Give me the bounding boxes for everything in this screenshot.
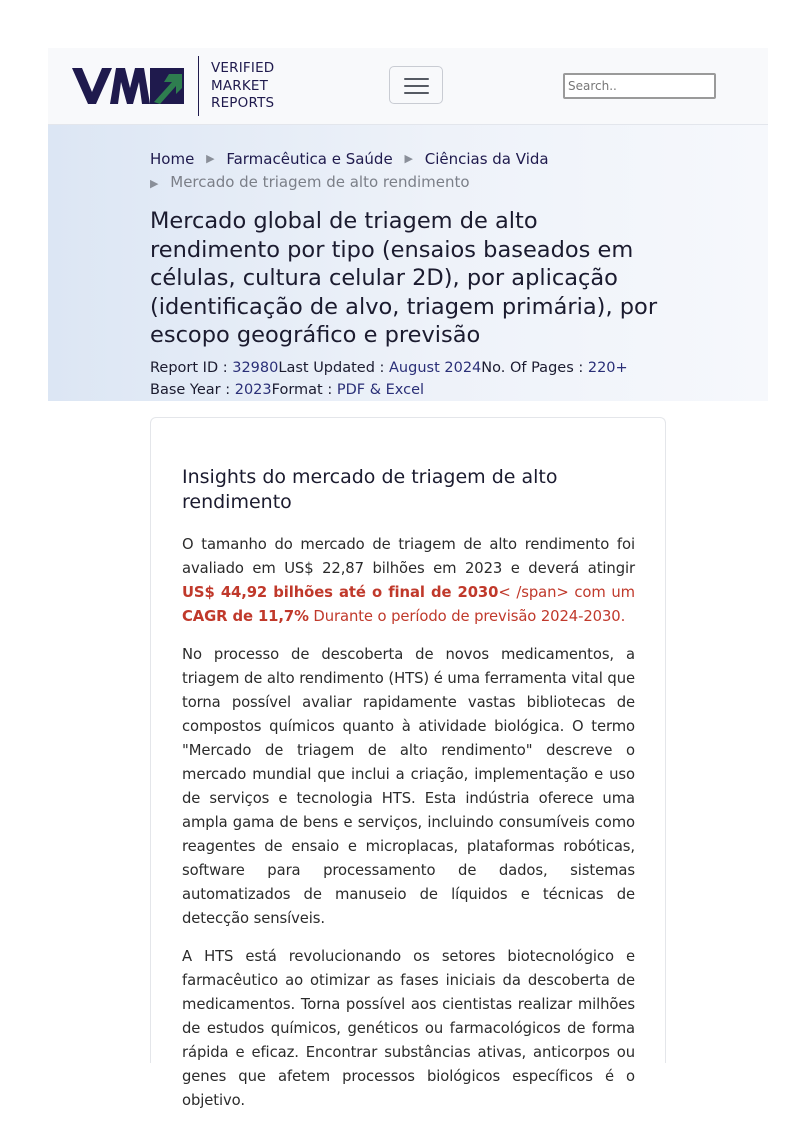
- brand-logo[interactable]: [72, 56, 282, 116]
- market-value-highlight: US$ 44,92 bilhões até o final de 2030: [182, 584, 499, 601]
- brand-name-line: MARKET: [211, 77, 269, 94]
- chevron-right-icon: ▶: [150, 177, 159, 190]
- pages-label: No. Of Pages :: [481, 360, 588, 376]
- cagr-highlight: CAGR de 11,7%: [182, 608, 309, 625]
- brand-name-line: VERIFIED: [211, 60, 275, 76]
- menu-toggle-button[interactable]: [389, 66, 443, 104]
- format-value: PDF & Excel: [336, 382, 425, 398]
- navbar: [48, 48, 768, 125]
- chevron-right-icon: ▶: [206, 152, 215, 165]
- last-updated-label: Last Updated :: [278, 360, 390, 376]
- breadcrumb-pharma[interactable]: Farmacêutica e Saúde: [226, 149, 393, 168]
- insights-paragraph: [182, 533, 635, 629]
- insights-paragraph: A HTS está revolucionando os setores biotecnológico e farmacêutico ao otimizar as fases iniciais da descoberta de medicamentos. Torna possível aos cientistas realizar milhões de estudos químicos, genéticos ou farmacológicos de forma rápida e eficaz. Encontrar substâncias ativas, anticorpos ou genes que afetem processos biológicos específicos é o objetivo.: [182, 948, 635, 1109]
- last-updated-value: August 2024: [389, 360, 482, 376]
- insights-paragraph: No processo de descoberta de novos medicamentos, a triagem de alto rendimento (HTS) é uma ferramenta vital que torna possível avaliar rapidamente vastas bibliotecas de compostos químicos quanto à atividade biológica. O termo "Mercado de triagem de alto rendimento" descreve o mercado mundial que inclui a criação, implementação e uso de serviços e tecnologia HTS. Esta indústria oferece uma ampla gama de bens e serviços, incluindo consumíveis como reagentes de ensaio e microplacas, plataformas robóticas, software para processamento de dados, sistemas automatizados de manuseio de líquidos e técnicas de detecção sensíveis.: [182, 646, 635, 927]
- base-year-value: 2023: [234, 382, 272, 398]
- paragraph-text: < /span> com um: [498, 584, 635, 601]
- breadcrumb-current: Mercado de triagem de alto rendimento: [170, 173, 470, 191]
- brand-name: [211, 60, 274, 113]
- report-meta: [150, 357, 710, 401]
- page-title: Mercado global de triagem de alto rendimento por tipo (ensaios baseados em células, cultura celular 2D), por aplicação (identificação de alvo, triagem primária), por escopo geográfico e previsão: [150, 208, 658, 348]
- brand-name-line: REPORTS: [211, 95, 275, 111]
- chevron-right-icon: ▶: [404, 152, 413, 165]
- paragraph-text: Durante o período de previsão 2024-2030.: [308, 608, 626, 625]
- format-label: Format :: [271, 382, 337, 398]
- paragraph-text: O tamanho do mercado de triagem de alto rendimento foi avaliado em US$ 22,87 bilhões em 2023 e deverá atingir: [182, 536, 635, 577]
- report-header: [48, 125, 768, 401]
- insights-card: [150, 417, 666, 1109]
- breadcrumb: [150, 149, 690, 197]
- pages-value: 220+: [587, 360, 628, 376]
- page: [48, 48, 768, 1109]
- logo-divider: [198, 56, 199, 116]
- breadcrumb-life-sciences[interactable]: Ciências da Vida: [424, 149, 549, 168]
- vmr-logo-icon: [72, 68, 186, 104]
- insights-heading: Insights do mercado de triagem de alto rendimento: [182, 466, 558, 513]
- report-id-label: Report ID :: [150, 360, 233, 376]
- breadcrumb-home[interactable]: Home: [150, 149, 195, 168]
- search-input[interactable]: [563, 73, 716, 99]
- base-year-label: Base Year :: [150, 382, 235, 398]
- report-id-value: 32980: [232, 360, 279, 376]
